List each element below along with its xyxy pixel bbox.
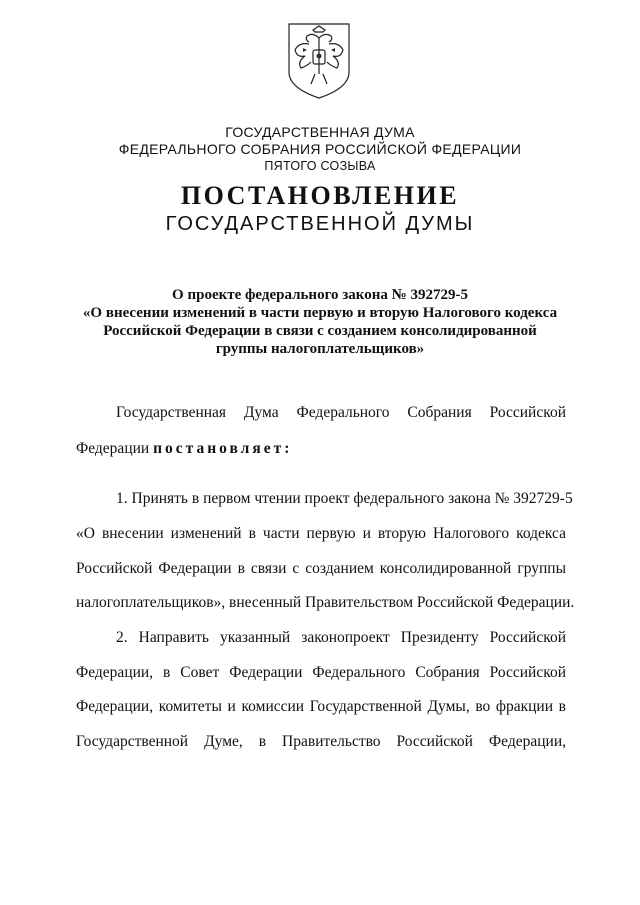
subject-line-1: О проекте федерального закона № 392729-5 bbox=[172, 287, 468, 303]
paragraph-2-line-1: 2. Направить указанный законопроект Президенту Российской bbox=[116, 629, 566, 646]
issuer-line-2: ФЕДЕРАЛЬНОГО СОБРАНИЯ РОССИЙСКОЙ ФЕДЕРАЦИИ bbox=[118, 141, 522, 157]
paragraph-1-line-4: налогоплательщиков», внесенный Правительством Российской Федерации. bbox=[76, 594, 575, 611]
subject-line-4: группы налогоплательщиков» bbox=[215, 341, 425, 357]
intro-verb: постановляет: bbox=[153, 440, 293, 457]
intro-line-1: Государственная Дума Федерального Собрания Российской bbox=[116, 404, 566, 421]
paragraph-1-line-2: «О внесении изменений в части первую и вторую Налогового кодекса bbox=[76, 525, 566, 542]
document-subject bbox=[60, 286, 580, 358]
issuer-line-1: ГОСУДАРСТВЕННАЯ ДУМА bbox=[225, 124, 415, 140]
issuer-line-3: ПЯТОГО СОЗЫВА bbox=[264, 159, 376, 173]
paragraph-2-line-4: Государственной Думе, в Правительство Российской Федерации, bbox=[76, 733, 566, 750]
paragraph-1-line-1: 1. Принять в первом чтении проект федерального закона № 392729-5 bbox=[116, 490, 573, 507]
subject-line-2: «О внесении изменений в части первую и вторую Налогового кодекса bbox=[82, 305, 558, 321]
intro-line-2 bbox=[76, 440, 566, 458]
paragraph-2-line-3: Федерации, комитеты и комиссии Государственной Думы, во фракции в bbox=[76, 698, 566, 715]
subject-line-3: Российской Федерации в связи с созданием консолидированной bbox=[103, 323, 537, 339]
issuer-header bbox=[0, 124, 640, 175]
document-subtitle: ГОСУДАРСТВЕННОЙ ДУМЫ bbox=[165, 213, 475, 235]
russian-coat-of-arms-icon bbox=[285, 20, 353, 100]
document-title: ПОСТАНОВЛЕНИЕ bbox=[180, 181, 460, 210]
paragraph-2-line-2: Федерации, в Совет Федерации Федерального Собрания Российской bbox=[76, 664, 566, 681]
intro-prefix: Федерации bbox=[76, 440, 154, 457]
paragraph-1-line-3: Российской Федерации в связи с созданием консолидированной группы bbox=[76, 560, 566, 577]
